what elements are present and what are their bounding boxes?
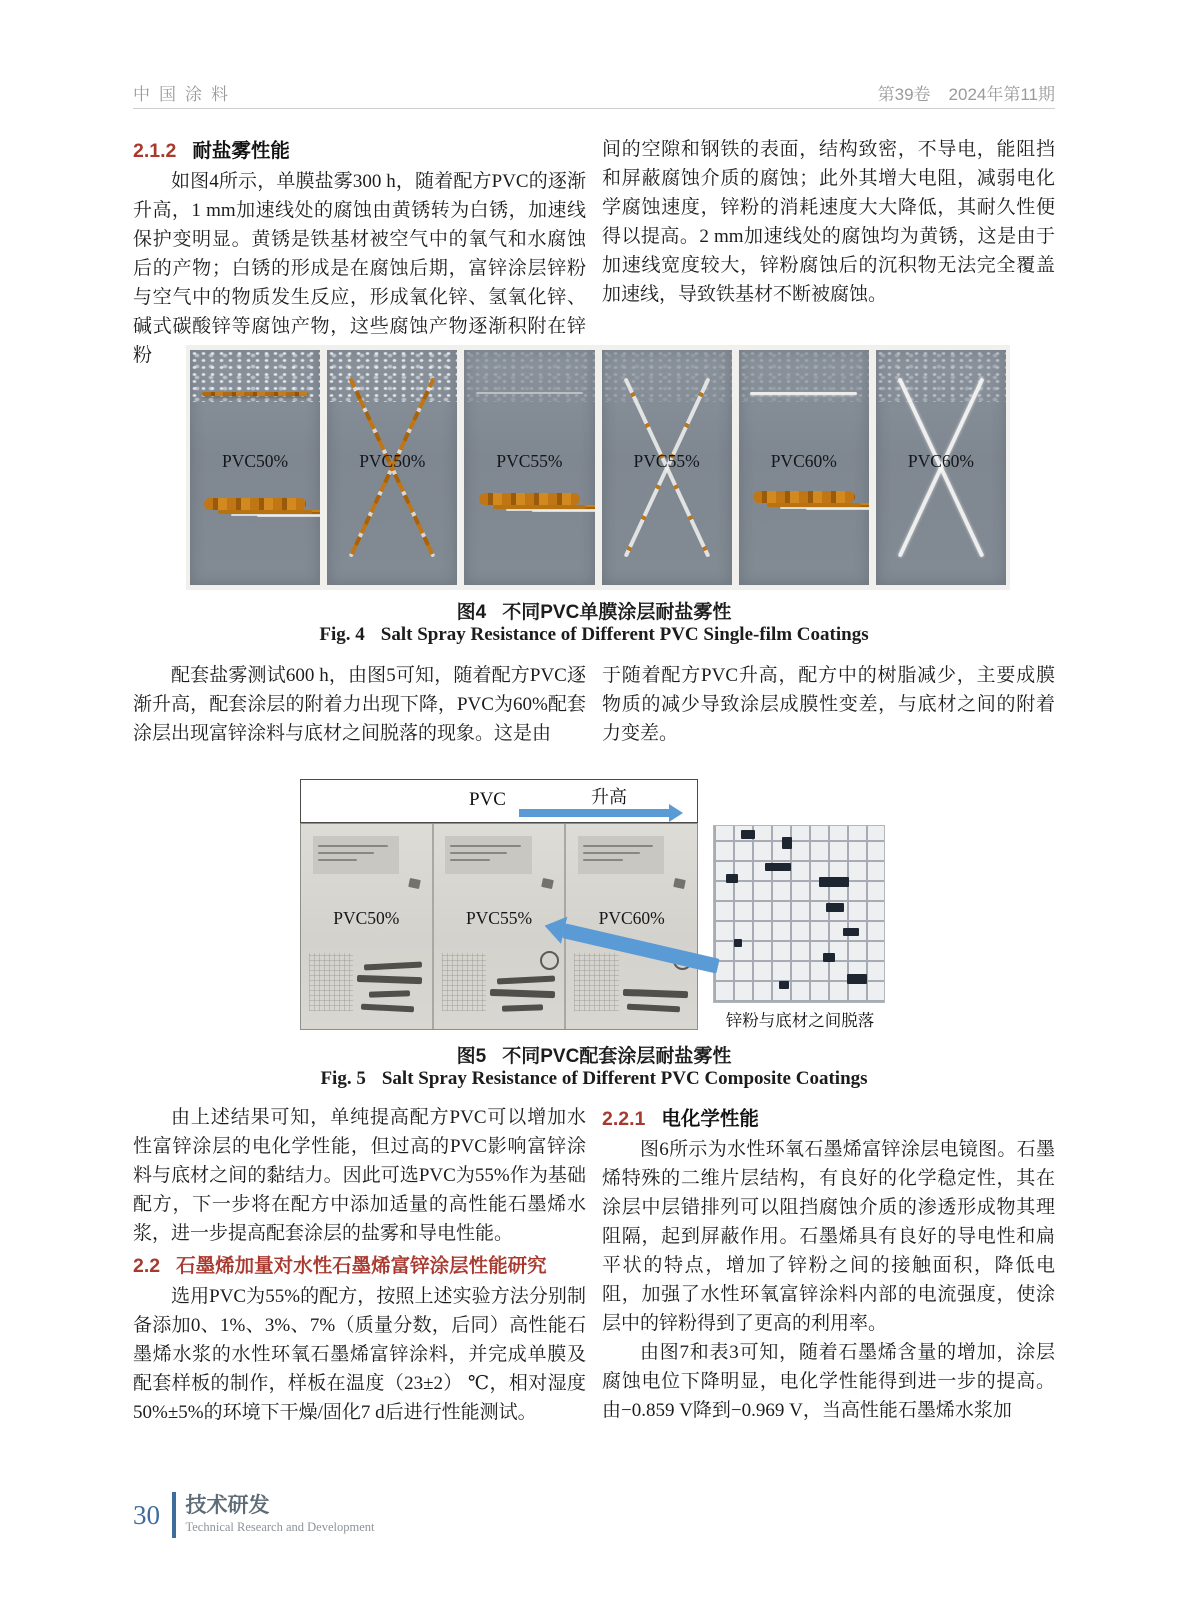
body-paragraph: 间的空隙和钢铁的表面，结构致密，不导电，能阻挡和屏蔽腐蚀介质的腐蚀；此外其增大电阻，减弱电化学腐蚀速度，锌粉的消耗速度大大降低，其耐久性便得以提高。2 mm加速线处的腐蚀均为黄锈，这是由于加速线宽度较大，锌粉腐蚀后的沉积物无法完全覆盖加速线，导致铁基材不断被腐蚀。 [602, 139, 1055, 305]
handwriting [357, 958, 425, 1011]
right-column [602, 1103, 1055, 1427]
left-column [133, 1103, 586, 1427]
caption-text: Salt Spray Resistance of Different PVC Single-film Coatings [380, 624, 869, 645]
fig4-panel-1 [190, 350, 320, 585]
section-2-2-heading [133, 1250, 586, 1278]
issue-info [878, 80, 1055, 105]
rust-patch [204, 498, 306, 510]
figure-5-caption-en [133, 1068, 1055, 1090]
caption-number: Fig. 5 [320, 1068, 366, 1089]
body-paragraph: 如图4所示，单膜盐雾300 h，随着配方PVC的逐渐升高，1 mm加速线处的腐蚀由黄锈转为白锈，加速线保护变明显。黄锈是铁基材被空气中的氧气和水腐蚀后的产物；白锈的形成是在腐蚀后期，富锌涂层锌粉与空气中的物质发生反应，形成氧化锌、氢氧化锌、碱式碳酸锌等腐蚀产物，这些腐蚀产物逐渐积附在锌粉 [133, 171, 586, 366]
section-number: 2.1.2 [133, 140, 177, 162]
coating-defect [741, 830, 755, 839]
section-2-1-2-heading [133, 135, 586, 163]
pvc-label: PVC [469, 789, 506, 810]
panel-label: PVC50% [333, 908, 400, 929]
body-paragraph: 配套盐雾测试600 h，由图5可知，随着配方PVC逐渐升高，配套涂层的附着力出现下降，PVC为60%配套涂层出现富锌涂料与底材之间脱落的现象。这是由 [133, 665, 586, 744]
corrosion-speckle [327, 350, 457, 402]
figure-5-caption-zh [133, 1041, 1055, 1068]
right-arrow-icon [519, 809, 669, 817]
coating-defect [819, 877, 849, 887]
sample-label-sticker [313, 836, 399, 874]
panel-label: PVC50% [222, 451, 289, 472]
corrosion-speckle [876, 350, 1006, 402]
rust-patch [479, 493, 581, 505]
sample-label-sticker [445, 836, 531, 874]
header-divider [133, 108, 1055, 109]
scribe-line [750, 392, 857, 395]
figure-4-caption-zh [133, 597, 1055, 624]
caption-text: 不同PVC单膜涂层耐盐雾性 [502, 602, 732, 623]
coating-defect [765, 863, 791, 871]
fig4-panel-3 [464, 350, 594, 585]
volume-label: 第39卷 [877, 85, 931, 104]
caption-number: 图5 [456, 1046, 487, 1067]
panel-label: PVC55% [496, 451, 563, 472]
figure-5-header-bar [300, 779, 698, 823]
section-title: 石墨烯加量对水性石墨烯富锌涂层性能研究 [176, 1255, 547, 1277]
handwritten-mark [541, 878, 554, 889]
caption-number: Fig. 4 [319, 624, 365, 645]
section-number: 2.2.1 [602, 1108, 646, 1130]
scribe-line [476, 392, 583, 394]
fig4-panel-6 [876, 350, 1006, 585]
fig4-panel-2 [327, 350, 457, 585]
coating-defect [847, 974, 867, 984]
crosshatch-test-area [442, 953, 486, 1010]
figure-4-caption-en [133, 624, 1055, 646]
increase-label: 升高 [591, 787, 627, 807]
caption-text: 不同PVC配套涂层耐盐雾性 [502, 1046, 732, 1067]
circled-mark [540, 951, 559, 970]
crosshatch-test-area [309, 953, 353, 1010]
crosshatch-test-area [574, 953, 618, 1010]
left-column [133, 135, 586, 370]
panel-label: PVC60% [770, 451, 837, 472]
fig4-panel-5 [739, 350, 869, 585]
footer-section-zh: 技术研发 [185, 1494, 270, 1517]
panel-label: PVC60% [598, 908, 665, 929]
handwriting [490, 972, 558, 1011]
coating-defect [826, 903, 844, 912]
section-2-2-1-heading [602, 1103, 1055, 1131]
figure-4-image [186, 345, 1010, 590]
page-number: 30 [133, 1500, 160, 1530]
figure-5-image [300, 823, 698, 1030]
sample-label-sticker [578, 836, 664, 874]
adhesion-closeup-image [713, 825, 885, 1003]
bottom-text-block [133, 1103, 1055, 1427]
section-number: 2.2 [133, 1255, 161, 1277]
footer-divider-bar [172, 1492, 176, 1538]
panel-label: PVC60% [907, 451, 974, 472]
section-title: 电化学性能 [661, 1108, 759, 1130]
coating-defect [726, 874, 738, 883]
rust-patch [753, 491, 855, 503]
caption-number: 图4 [456, 602, 487, 623]
footer-section-en: Technical Research and Development [185, 1520, 375, 1535]
page-header [133, 80, 1055, 105]
page-footer [133, 1492, 374, 1538]
body-paragraph: 图6所示为水性环氧石墨烯富锌涂层电镜图。石墨烯特殊的二维片层结构，有良好的化学稳定性，其在涂层中层错排列可以阻挡腐蚀介质的渗透形成物其理阻隔，起到屏蔽作用。石墨烯具有良好的导电性和扁平状的特点，增加了锌粉之间的接触面积，降低电阻，加强了水性环氧富锌涂料内部的电流强度，使涂层中的锌粉得到了更高的利用率。 [602, 1139, 1055, 1334]
coating-defect [734, 939, 742, 947]
coating-defect [823, 953, 835, 962]
right-column [602, 135, 1055, 370]
footer-section [186, 1492, 375, 1535]
left-column [133, 661, 586, 748]
coating-defect [843, 928, 859, 936]
body-paragraph: 由图7和表3可知，随着石墨烯含量的增加，涂层腐蚀电位下降明显，电化学性能得到进一步的提高。由−0.859 V降到−0.969 V，当高性能石墨烯水浆加 [602, 1342, 1055, 1421]
right-column [602, 661, 1055, 748]
body-paragraph: 于随着配方PVC升高，配方中的树脂减少，主要成膜物质的减少导致涂层成膜性变差，与底材之间的附着力变差。 [602, 665, 1055, 744]
handwritten-mark [408, 878, 421, 889]
corrosion-speckle [602, 350, 732, 402]
rust-scribe-line [202, 392, 309, 396]
panel-label: PVC55% [633, 451, 700, 472]
closeup-caption: 锌粉与底材之间脱落 [725, 1012, 875, 1030]
fig5-panel-3 [566, 824, 697, 1029]
handwriting [623, 983, 691, 1011]
fig5-panel-1 [301, 824, 432, 1029]
panel-label: PVC55% [465, 908, 533, 929]
coating-defect [779, 981, 789, 989]
body-paragraph: 选用PVC为55%的配方，按照上述实验方法分别制备添加0、1%、3%、7%（质量分数，后同）高性能石墨烯水浆的水性环氧石墨烯富锌涂料，并完成单膜及配套样板的制作，样板在温度（23±2） ℃，相对湿度50%±5%的环境下干燥/固化7 d后进行性能测试。 [133, 1286, 586, 1423]
issue-label: 2024年第11期 [948, 85, 1055, 104]
body-paragraph: 由上述结果可知，单纯提高配方PVC可以增加水性富锌涂层的电化学性能，但过高的PVC影响富锌涂料与底材之间的黏结力。因此可选PVC为55%作为基础配方，下一步将在配方中添加适量的高性能石墨烯水浆，进一步提高配套涂层的盐雾和导电性能。 [133, 1107, 586, 1244]
fig4-panel-4 [602, 350, 732, 585]
caption-text: Salt Spray Resistance of Different PVC Composite Coatings [381, 1068, 868, 1089]
panel-label: PVC50% [359, 451, 426, 472]
middle-text-block [133, 661, 1055, 748]
coating-defect [782, 837, 792, 849]
journal-title: 中国涂料 [133, 85, 237, 104]
top-text-block [133, 135, 1055, 370]
section-title: 耐盐雾性能 [192, 140, 290, 162]
handwritten-mark [673, 878, 686, 889]
